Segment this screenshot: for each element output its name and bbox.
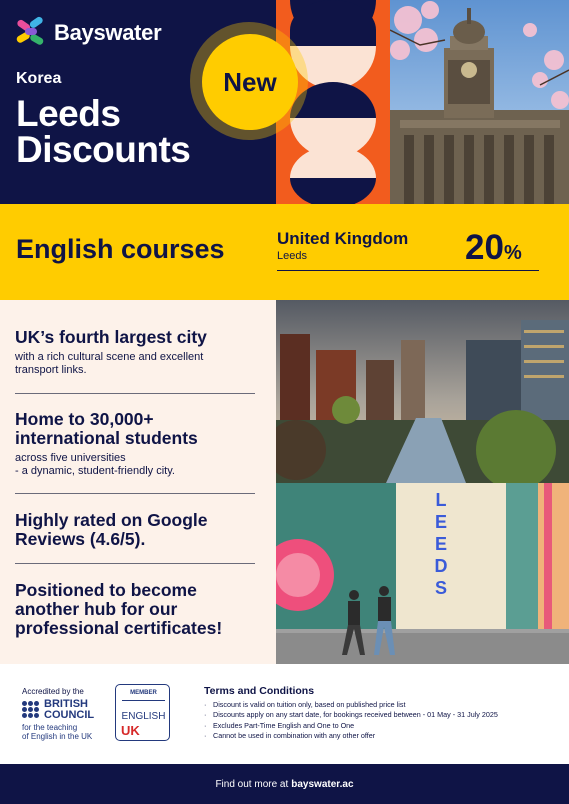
course-title: English courses xyxy=(16,234,225,264)
feature-item xyxy=(15,511,208,549)
euk-uk-label: UK xyxy=(121,723,140,738)
feature-divider xyxy=(15,393,255,394)
feature-text xyxy=(15,351,207,377)
feature-heading-line: Highly rated on Google xyxy=(15,510,208,530)
feature-heading xyxy=(15,410,198,448)
leeds-canal-photo xyxy=(276,300,569,483)
feature-item xyxy=(15,328,207,377)
terms-item: · Discount is valid on tuition only, based on published price list xyxy=(204,700,498,710)
euk-member-label: MEMBER xyxy=(130,690,157,696)
mural-illustration xyxy=(276,483,569,664)
euk-english-label: ENGLISH xyxy=(121,711,166,722)
feature-divider xyxy=(15,493,255,494)
offer-city: Leeds xyxy=(277,250,307,262)
discount-number: 20 xyxy=(465,228,504,267)
leeds-town-hall-photo xyxy=(390,0,569,204)
title-line-2: Discounts xyxy=(16,129,191,170)
bc-tag-line: for the teaching xyxy=(22,723,78,732)
terms-title: Terms and Conditions xyxy=(204,685,315,697)
offer-country: United Kingdom xyxy=(277,229,409,248)
footer-text: Find out more at xyxy=(215,778,289,790)
discount-value xyxy=(465,228,522,268)
brand-name: Bayswater xyxy=(54,20,162,45)
town-hall-illustration xyxy=(390,0,569,204)
british-council-logo xyxy=(22,699,94,721)
feature-text-line: transport links. xyxy=(15,364,87,376)
leeds-mural-photo xyxy=(276,483,569,664)
terms-item: · Cannot be used in combination with any other offer xyxy=(204,731,498,741)
feature-heading-line: Positioned to become xyxy=(15,580,197,600)
feature-text-line: across five universities xyxy=(15,452,126,464)
british-council-tagline xyxy=(22,723,112,741)
feature-heading-line: Home to 30,000+ xyxy=(15,409,154,429)
terms-item: · Excludes Part-Time English and One to One xyxy=(204,721,498,731)
canal-illustration xyxy=(276,300,569,483)
mural-letter: L xyxy=(435,490,447,510)
mural-letter: S xyxy=(434,578,447,598)
discount-percent-sign: % xyxy=(503,242,522,264)
feature-text-line: - a dynamic, student-friendly city. xyxy=(15,465,175,477)
feature-heading-line: international students xyxy=(15,428,198,448)
footer-link[interactable]: bayswater.ac xyxy=(291,778,354,790)
feature-heading-line: Reviews (4.6/5). xyxy=(15,529,146,549)
offer-divider xyxy=(277,270,539,271)
title-line-1: Leeds xyxy=(16,93,121,134)
feature-heading-line: another hub for our xyxy=(15,599,178,619)
feature-divider xyxy=(15,563,255,564)
english-uk-member-badge xyxy=(115,684,170,741)
terms-list xyxy=(204,700,498,742)
new-badge: New xyxy=(202,34,298,130)
header-section xyxy=(0,0,569,204)
accreditation-label: Accredited by the xyxy=(22,687,84,696)
footer-bar xyxy=(0,764,569,804)
euk-divider xyxy=(122,700,165,701)
feature-item xyxy=(15,581,222,638)
mural-letter: E xyxy=(434,534,447,554)
bayswater-logo[interactable] xyxy=(14,16,161,50)
mural-leeds-text xyxy=(431,489,451,599)
feature-heading-line: professional certificates! xyxy=(15,618,223,638)
mural-letter: D xyxy=(434,556,448,576)
bc-line: COUNCIL xyxy=(44,709,95,721)
terms-and-conditions xyxy=(204,685,498,742)
feature-text-line: with a rich cultural scene and excellent xyxy=(15,351,204,363)
bayswater-logo-icon xyxy=(14,16,48,50)
bc-tag-line: of English in the UK xyxy=(22,732,93,741)
feature-heading xyxy=(15,511,208,549)
feature-heading: UK’s fourth largest city xyxy=(15,327,207,347)
british-council-name xyxy=(44,699,94,721)
country-label: Korea xyxy=(16,70,62,87)
bc-line: BRITISH xyxy=(44,698,88,710)
feature-item xyxy=(15,410,198,478)
mural-letter: E xyxy=(434,512,447,532)
feature-text xyxy=(15,452,198,478)
feature-heading xyxy=(15,581,222,638)
british-council-dots-icon xyxy=(22,701,40,719)
terms-item: · Discounts apply on any start date, for bookings received between - 01 May - 31 July 2025 xyxy=(204,710,498,720)
